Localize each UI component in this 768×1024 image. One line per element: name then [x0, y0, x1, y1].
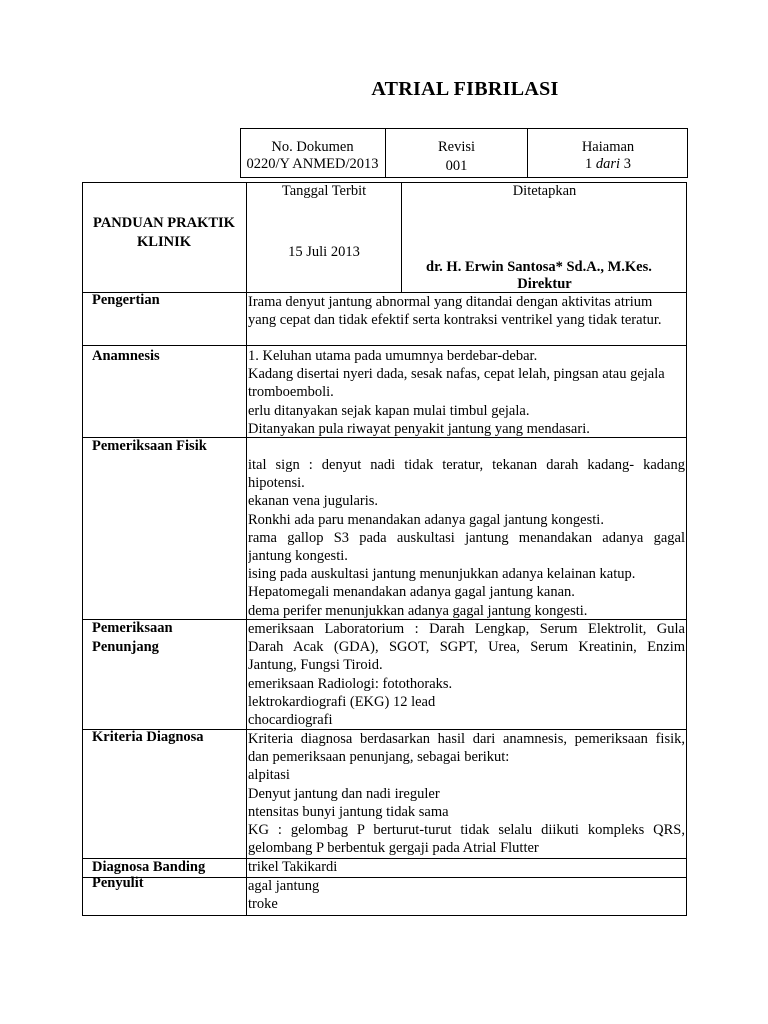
halaman-number: 1 [585, 156, 593, 172]
content-line: emeriksaan Laboratorium : Darah Lengkap, Serum Elektrolit, Gula [248, 621, 685, 637]
label-line: Pemeriksaan [92, 620, 173, 636]
content-line: chocardiografi [248, 711, 333, 728]
content-line: agal jantung [248, 878, 320, 894]
content-line: KG : gelombag P berturut-turut tidak selalu diikuti kompleks QRS, [248, 821, 685, 838]
content-line: alpitasi [248, 767, 290, 784]
content-line: erlu ditanyakan sejak kapan mulai timbul gejala. [248, 402, 530, 419]
content-line: trikel Takikardi [248, 859, 338, 875]
content-line: dema perifer menunjukkan adanya gagal jantung kongesti. [248, 602, 588, 619]
section-label-diagnosa-banding: Diagnosa Banding [92, 859, 206, 875]
revisi-value: 001 [445, 158, 468, 174]
panduan-line-2: KLINIK [137, 234, 191, 250]
section-label-pengertian: Pengertian [92, 292, 160, 308]
content-line: yang cepat dan tidak efektif serta kontraksi ventrikel yang tidak teratur. [248, 312, 662, 329]
content-line: Hepatomegali menandakan adanya gagal jantung kanan. [248, 584, 575, 601]
content-line: troke [248, 896, 278, 913]
halaman-value [528, 155, 688, 173]
no-dokumen-value: 0220/Y ANMED/2013 [246, 156, 379, 172]
section-content-anamnesis [248, 347, 685, 438]
section-content-pemeriksaan-fisik [248, 456, 685, 620]
content-line: emeriksaan Radiologi: fotothoraks. [248, 675, 453, 692]
signer-name: dr. H. Erwin Santosa* Sd.A., M.Kes. [426, 259, 652, 275]
content-line: Jantung, Fungsi Tiroid. [248, 657, 383, 674]
content-line: Denyut jantung dan nadi ireguler [248, 785, 440, 802]
revisi-label: Revisi [437, 139, 476, 155]
section-content-kriteria-diagnosa [248, 730, 685, 857]
content-line: lektrokardiografi (EKG) 12 lead [248, 693, 436, 710]
row-divider [82, 345, 687, 346]
content-line: ekanan vena jugularis. [248, 493, 379, 510]
ditetapkan-label: Ditetapkan [512, 183, 577, 199]
section-content-diagnosa-banding [248, 858, 685, 876]
content-line: Ditanyakan pula riwayat penyakit jantung yang mendasari. [248, 420, 590, 437]
content-line: 1. Keluhan utama pada umumnya berdebar-debar. [248, 348, 538, 364]
content-line: Kadang disertai nyeri dada, sesak nafas, cepat lelah, pingsan atau gejala [248, 366, 665, 383]
halaman-label: Haiaman [581, 139, 635, 155]
content-line: ital sign : denyut nadi tidak teratur, tekanan darah kadang- kadang [248, 457, 685, 473]
panduan-line-1: PANDUAN PRAKTIK [93, 215, 235, 231]
panduan-title [82, 214, 246, 252]
content-line: dan pemeriksaan penunjang, sebagai berikut: [248, 749, 510, 766]
content-line: ntensitas bunyi jantung tidak sama [248, 803, 449, 820]
content-line: jantung kongesti. [248, 547, 348, 564]
section-label-anamnesis: Anamnesis [92, 348, 160, 364]
signer-role: Direktur [517, 276, 572, 292]
section-content-penyulit [248, 877, 685, 913]
content-line: ising pada auskultasi jantung menunjukkan adanya kelainan katup. [248, 566, 636, 583]
content-line: tromboemboli. [248, 384, 334, 401]
halaman-dari: dari [595, 156, 621, 172]
content-line: Ronkhi ada paru menandakan adanya gagal jantung kongesti. [248, 511, 604, 528]
content-line: hipotensi. [248, 475, 305, 492]
no-dokumen-label: No. Dokumen [271, 139, 354, 155]
content-line: Irama denyut jantung abnormal yang ditandai dengan aktivitas atrium [248, 294, 653, 310]
content-line: gelombang P berbentuk gergaji pada Atrial Flutter [248, 840, 539, 857]
section-label-pemeriksaan-fisik: Pemeriksaan Fisik [92, 438, 207, 454]
halaman-total: 3 [623, 156, 631, 172]
document-title: ATRIAL FIBRILASI [371, 78, 559, 100]
section-label-kriteria-diagnosa: Kriteria Diagnosa [92, 729, 204, 745]
tanggal-terbit-value: 15 Juli 2013 [288, 244, 360, 260]
content-line: Darah Acak (GDA), SGOT, SGPT, Urea, Serum Kreatinin, Enzim [248, 639, 685, 656]
section-content-pemeriksaan-penunjang [248, 620, 685, 729]
tanggal-terbit-label: Tanggal Terbit [281, 183, 367, 199]
section-label-pemeriksaan-penunjang [92, 619, 173, 657]
section-content-pengertian [248, 293, 685, 329]
content-line: Kriteria diagnosa berdasarkan hasil dari anamnesis, pemeriksaan fisik, [248, 731, 685, 747]
label-line: Penunjang [92, 639, 159, 655]
content-line: rama gallop S3 pada auskultasi jantung menandakan adanya gagal [248, 529, 685, 546]
section-label-penyulit: Penyulit [92, 875, 144, 891]
